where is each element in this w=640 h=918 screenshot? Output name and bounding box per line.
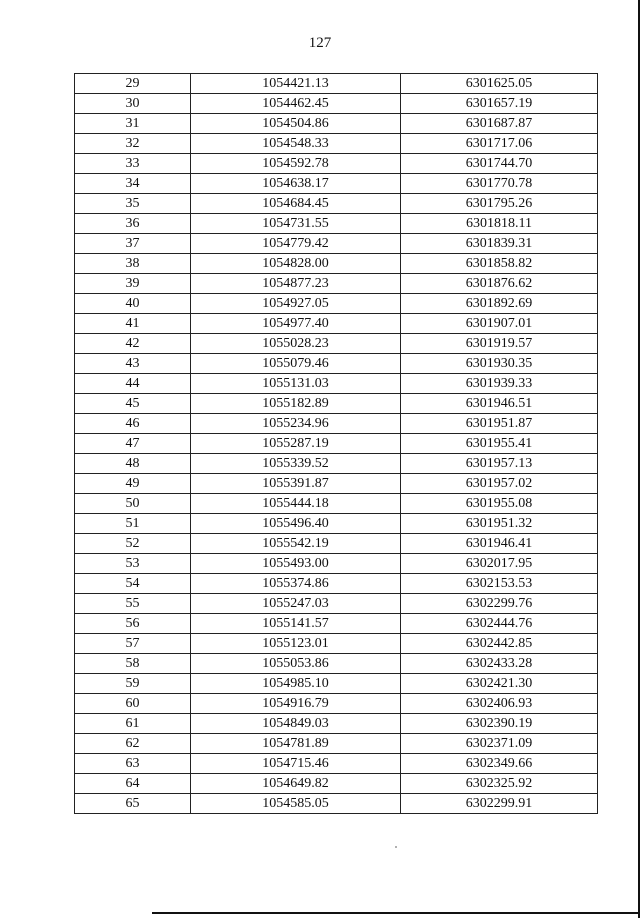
table-row <box>75 794 598 814</box>
table-row <box>75 194 598 214</box>
scan-speck <box>395 846 397 848</box>
x-coordinate-cell: 1054462.45 <box>191 94 401 114</box>
coordinates-table <box>74 73 598 814</box>
point-number-cell: 51 <box>75 514 191 534</box>
table-row <box>75 394 598 414</box>
table-row <box>75 74 598 94</box>
table-row <box>75 294 598 314</box>
point-number-cell: 53 <box>75 554 191 574</box>
table-row <box>75 134 598 154</box>
x-coordinate-cell: 1055141.57 <box>191 614 401 634</box>
table-row <box>75 634 598 654</box>
table-row <box>75 354 598 374</box>
table-row <box>75 574 598 594</box>
x-coordinate-cell: 1054649.82 <box>191 774 401 794</box>
x-coordinate-cell: 1055079.46 <box>191 354 401 374</box>
y-coordinate-cell: 6301919.57 <box>401 334 598 354</box>
x-coordinate-cell: 1055496.40 <box>191 514 401 534</box>
table-row <box>75 254 598 274</box>
x-coordinate-cell: 1055339.52 <box>191 454 401 474</box>
table-row <box>75 334 598 354</box>
table-row <box>75 414 598 434</box>
scan-edge-bottom <box>152 912 640 914</box>
point-number-cell: 56 <box>75 614 191 634</box>
x-coordinate-cell: 1054585.05 <box>191 794 401 814</box>
y-coordinate-cell: 6302349.66 <box>401 754 598 774</box>
x-coordinate-cell: 1055444.18 <box>191 494 401 514</box>
y-coordinate-cell: 6301625.05 <box>401 74 598 94</box>
table-row <box>75 774 598 794</box>
point-number-cell: 64 <box>75 774 191 794</box>
point-number-cell: 65 <box>75 794 191 814</box>
y-coordinate-cell: 6302371.09 <box>401 734 598 754</box>
point-number-cell: 48 <box>75 454 191 474</box>
table-row <box>75 374 598 394</box>
table-row <box>75 714 598 734</box>
y-coordinate-cell: 6302299.91 <box>401 794 598 814</box>
table-row <box>75 494 598 514</box>
table-row <box>75 214 598 234</box>
x-coordinate-cell: 1054927.05 <box>191 294 401 314</box>
x-coordinate-cell: 1055391.87 <box>191 474 401 494</box>
y-coordinate-cell: 6301957.13 <box>401 454 598 474</box>
y-coordinate-cell: 6301818.11 <box>401 214 598 234</box>
x-coordinate-cell: 1055028.23 <box>191 334 401 354</box>
x-coordinate-cell: 1054715.46 <box>191 754 401 774</box>
table-row <box>75 734 598 754</box>
point-number-cell: 47 <box>75 434 191 454</box>
y-coordinate-cell: 6302444.76 <box>401 614 598 634</box>
table-row <box>75 274 598 294</box>
table-row <box>75 174 598 194</box>
x-coordinate-cell: 1055247.03 <box>191 594 401 614</box>
x-coordinate-cell: 1055131.03 <box>191 374 401 394</box>
point-number-cell: 63 <box>75 754 191 774</box>
table-row <box>75 674 598 694</box>
point-number-cell: 61 <box>75 714 191 734</box>
y-coordinate-cell: 6302299.76 <box>401 594 598 614</box>
point-number-cell: 42 <box>75 334 191 354</box>
table-row <box>75 94 598 114</box>
table-row <box>75 754 598 774</box>
y-coordinate-cell: 6302442.85 <box>401 634 598 654</box>
y-coordinate-cell: 6302433.28 <box>401 654 598 674</box>
y-coordinate-cell: 6301839.31 <box>401 234 598 254</box>
y-coordinate-cell: 6301955.08 <box>401 494 598 514</box>
table-row <box>75 594 598 614</box>
table-row <box>75 234 598 254</box>
point-number-cell: 50 <box>75 494 191 514</box>
table-row <box>75 514 598 534</box>
y-coordinate-cell: 6301957.02 <box>401 474 598 494</box>
point-number-cell: 55 <box>75 594 191 614</box>
x-coordinate-cell: 1054421.13 <box>191 74 401 94</box>
x-coordinate-cell: 1054849.03 <box>191 714 401 734</box>
point-number-cell: 58 <box>75 654 191 674</box>
x-coordinate-cell: 1055542.19 <box>191 534 401 554</box>
y-coordinate-cell: 6301951.32 <box>401 514 598 534</box>
point-number-cell: 44 <box>75 374 191 394</box>
y-coordinate-cell: 6301951.87 <box>401 414 598 434</box>
table-row <box>75 454 598 474</box>
y-coordinate-cell: 6302153.53 <box>401 574 598 594</box>
point-number-cell: 33 <box>75 154 191 174</box>
y-coordinate-cell: 6301907.01 <box>401 314 598 334</box>
point-number-cell: 41 <box>75 314 191 334</box>
y-coordinate-cell: 6301946.51 <box>401 394 598 414</box>
y-coordinate-cell: 6302421.30 <box>401 674 598 694</box>
y-coordinate-cell: 6301687.87 <box>401 114 598 134</box>
point-number-cell: 31 <box>75 114 191 134</box>
point-number-cell: 29 <box>75 74 191 94</box>
y-coordinate-cell: 6301946.41 <box>401 534 598 554</box>
y-coordinate-cell: 6301858.82 <box>401 254 598 274</box>
x-coordinate-cell: 1055123.01 <box>191 634 401 654</box>
point-number-cell: 40 <box>75 294 191 314</box>
x-coordinate-cell: 1055287.19 <box>191 434 401 454</box>
x-coordinate-cell: 1054985.10 <box>191 674 401 694</box>
y-coordinate-cell: 6302017.95 <box>401 554 598 574</box>
y-coordinate-cell: 6301717.06 <box>401 134 598 154</box>
y-coordinate-cell: 6301930.35 <box>401 354 598 374</box>
y-coordinate-cell: 6301876.62 <box>401 274 598 294</box>
y-coordinate-cell: 6302406.93 <box>401 694 598 714</box>
x-coordinate-cell: 1054548.33 <box>191 134 401 154</box>
table-row <box>75 314 598 334</box>
x-coordinate-cell: 1054977.40 <box>191 314 401 334</box>
point-number-cell: 49 <box>75 474 191 494</box>
point-number-cell: 46 <box>75 414 191 434</box>
x-coordinate-cell: 1055493.00 <box>191 554 401 574</box>
x-coordinate-cell: 1055234.96 <box>191 414 401 434</box>
table-row <box>75 534 598 554</box>
x-coordinate-cell: 1054916.79 <box>191 694 401 714</box>
x-coordinate-cell: 1054877.23 <box>191 274 401 294</box>
x-coordinate-cell: 1054504.86 <box>191 114 401 134</box>
y-coordinate-cell: 6301770.78 <box>401 174 598 194</box>
point-number-cell: 59 <box>75 674 191 694</box>
page-number: 127 <box>308 35 332 51</box>
point-number-cell: 37 <box>75 234 191 254</box>
point-number-cell: 62 <box>75 734 191 754</box>
table-body <box>75 74 598 814</box>
table-row <box>75 654 598 674</box>
point-number-cell: 52 <box>75 534 191 554</box>
point-number-cell: 30 <box>75 94 191 114</box>
point-number-cell: 60 <box>75 694 191 714</box>
table-row <box>75 614 598 634</box>
point-number-cell: 36 <box>75 214 191 234</box>
y-coordinate-cell: 6301657.19 <box>401 94 598 114</box>
point-number-cell: 39 <box>75 274 191 294</box>
x-coordinate-cell: 1054684.45 <box>191 194 401 214</box>
point-number-cell: 45 <box>75 394 191 414</box>
y-coordinate-cell: 6301795.26 <box>401 194 598 214</box>
point-number-cell: 54 <box>75 574 191 594</box>
table-row <box>75 554 598 574</box>
x-coordinate-cell: 1055182.89 <box>191 394 401 414</box>
point-number-cell: 57 <box>75 634 191 654</box>
x-coordinate-cell: 1055374.86 <box>191 574 401 594</box>
x-coordinate-cell: 1054731.55 <box>191 214 401 234</box>
table-row <box>75 474 598 494</box>
table-row <box>75 694 598 714</box>
x-coordinate-cell: 1054638.17 <box>191 174 401 194</box>
x-coordinate-cell: 1054781.89 <box>191 734 401 754</box>
y-coordinate-cell: 6302390.19 <box>401 714 598 734</box>
table-row <box>75 154 598 174</box>
point-number-cell: 32 <box>75 134 191 154</box>
y-coordinate-cell: 6302325.92 <box>401 774 598 794</box>
table-row <box>75 434 598 454</box>
y-coordinate-cell: 6301892.69 <box>401 294 598 314</box>
y-coordinate-cell: 6301744.70 <box>401 154 598 174</box>
x-coordinate-cell: 1054828.00 <box>191 254 401 274</box>
x-coordinate-cell: 1054592.78 <box>191 154 401 174</box>
point-number-cell: 38 <box>75 254 191 274</box>
point-number-cell: 35 <box>75 194 191 214</box>
y-coordinate-cell: 6301939.33 <box>401 374 598 394</box>
table-row <box>75 114 598 134</box>
point-number-cell: 43 <box>75 354 191 374</box>
x-coordinate-cell: 1055053.86 <box>191 654 401 674</box>
x-coordinate-cell: 1054779.42 <box>191 234 401 254</box>
point-number-cell: 34 <box>75 174 191 194</box>
y-coordinate-cell: 6301955.41 <box>401 434 598 454</box>
